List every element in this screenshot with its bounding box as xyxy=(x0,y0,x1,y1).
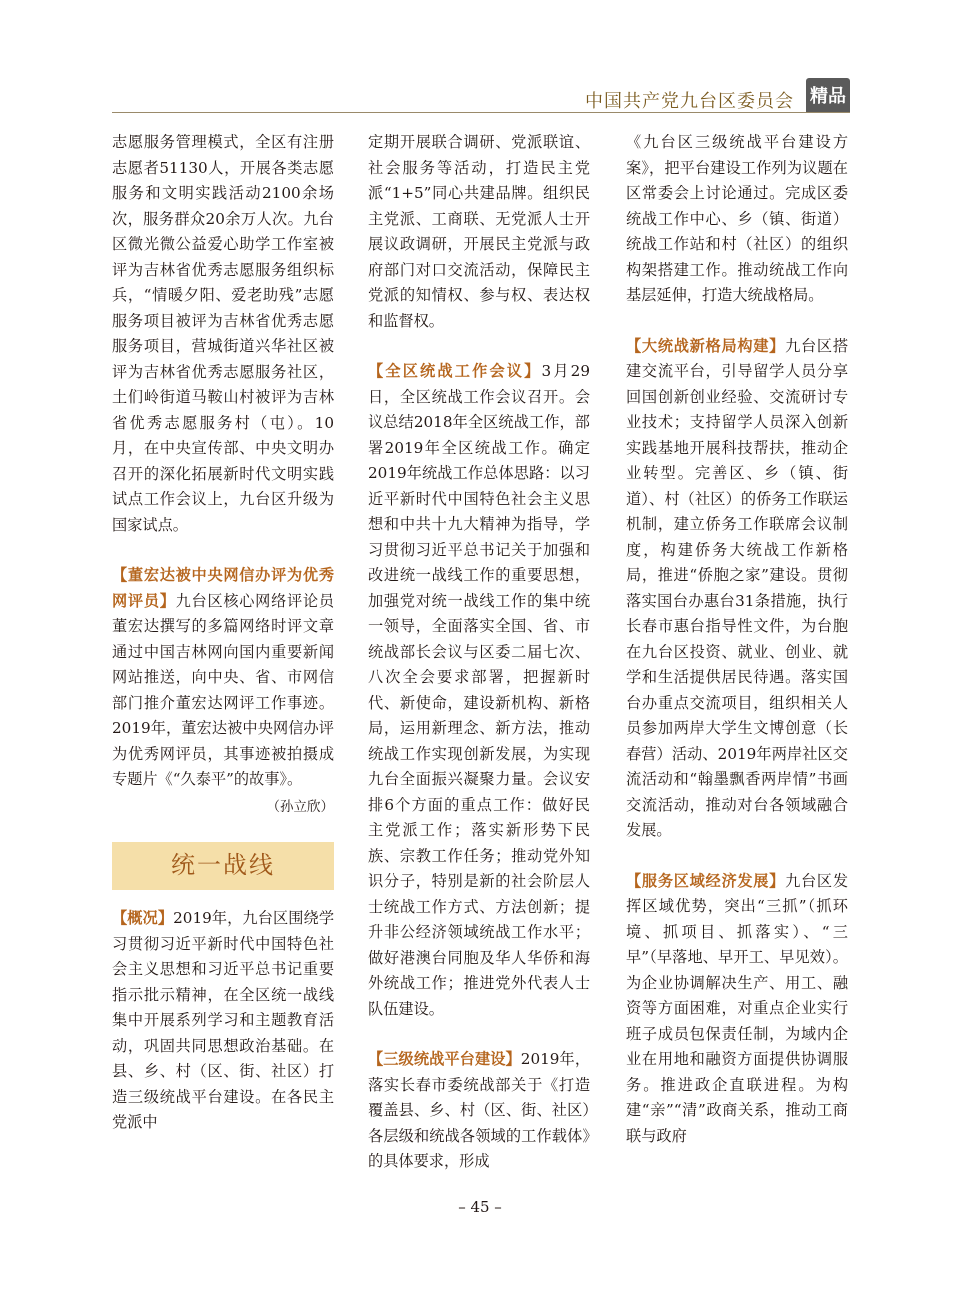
section-title-box xyxy=(112,842,334,890)
column-3 xyxy=(626,130,848,1149)
paragraph-body: 2019年，九台区围绕学习贯彻习近平新时代中国特色社会主义思想和习近平总书记重要指示批示精神，在全区统一战线集中开展系列学习和主题教育活动，巩固共同思想政治基础。在县、乡、村（区、街、社区）打造三级统战平台建设。在各民主党派中 xyxy=(112,909,335,1131)
section-heading: 【全区统战工作会议】 xyxy=(368,362,542,380)
paragraph-body: 2019年，落实长春市委统战部关于《打造覆盖县、乡、村（区、街、社区）各层级和统战各领域的工作载体》的具体要求，形成 xyxy=(368,1050,591,1170)
paragraph xyxy=(626,869,848,1150)
paragraph-body: 九台区发挥区域优势，突出“三抓”（抓环境、抓项目、抓落实）、“三早”（早落地、早开工、早见效）。为企业协调解决生产、用工、融资等方面困难，对重点企业实行班子成员包保责任制，为域内企业在用地和融资方面提供协调服务。推进政企直联进程。为构建“亲”“清”政商关系，推动工商联与政府 xyxy=(626,871,849,1145)
section-heading: 【董宏达被中央网信办评为优秀网评员】 xyxy=(112,566,334,610)
paragraph: 定期开展联合调研、党派联谊、社会服务等活动，打造民主党派“1+5”同心共建品牌。组织民主党派、工商联、无党派人士开展议政调研，开展民主党派与政府部门对口交流活动，保障民主党派的知情权、参与权、表达权和监督权。 xyxy=(368,133,590,330)
page-number: – 45 – xyxy=(458,1198,502,1216)
section-heading: 【大统战新格局构建】 xyxy=(626,336,786,355)
paragraph: 志愿服务管理模式，全区有注册志愿者51130人，开展各类志愿服务和文明实践活动2100余场次，服务群众20余万人次。九台区微光微公益爱心助学工作室被评为吉林省优秀志愿服务组织标兵，“情暖夕阳、爱老助残”志愿服务项目被评为吉林省优秀志愿服务项目，营城街道兴华社区被评为吉林省优秀志愿服务社区，土们岭街道马鞍山村被评为吉林省优秀志愿服务村（屯）。10月，在中央宣传部、中央文明办召开的深化拓展新时代文明实践试点工作会议上，九台区升级为国家试点。 xyxy=(112,133,334,534)
paragraph xyxy=(112,563,334,793)
section-heading: 【服务区域经济发展】 xyxy=(626,871,786,890)
section-heading: 【概况】 xyxy=(112,909,174,927)
paragraph xyxy=(626,334,848,844)
paragraph: 《九台区三级统战平台建设方案》，把平台建设工作列为议题在区常委会上讨论通过。完成区委统战工作中心、乡（镇、街道）统战工作站和村（社区）的组织构架搭建工作。推动统战工作向基层延伸，打造大统战格局。 xyxy=(626,133,848,304)
paragraph-body: 九台区搭建交流平台，引导留学人员分享回国创新创业经验、交流研讨专业技术；支持留学人员深入创新实践基地开展科技帮扶，推动企业转型。完善区、乡（镇、街道）、村（社区）的侨务工作联运机制，建立侨务工作联席会议制度，构建侨务大统战工作新格局，推进“侨胞之家”建设。贯彻落实国台办惠台31条措施，执行长春市惠台指导性文件，为台胞在九台区投资、就业、创业、就学和生活提供居民待遇。落实国台办重点交流项目，组织相关人员参加两岸大学生文博创意（长春营）活动、2019年两岸社区交流活动和“翰墨飘香两岸情”书画交流活动，推动对台各领域融合发展。 xyxy=(626,336,849,839)
section-title: 统一战线 xyxy=(171,851,275,880)
paragraph xyxy=(368,359,590,1022)
paragraph-body: 九台区核心网络评论员董宏达撰写的多篇网络时评文章通过中国吉林网向国内重要新闻网站推送，向中央、省、市网信部门推介董宏达网评工作事迹。2019年，董宏达被中央网信办评为优秀网评员，其事迹被拍摄成专题片《“久泰平”的故事》。 xyxy=(112,591,335,788)
paragraph-body: 3月29日，全区统战工作会议召开。会议总结2018年全区统战工作，部署2019年全区统战工作。确定2019年统战工作总体思路：以习近平新时代中国特色社会主义思想和中共十九大精神为指导，学习贯彻习近平总书记关于加强和改进统一战线工作的重要思想，加强党对统一战线工作的集中统一领导，全面落实全国、省、市统战部长会议与区委二届七次、八次全会要求部署，把握新时代、新使命，建设新机构、新格局，运用新理念、新方法，推动统战工作实现创新发展，为实现九台全面振兴凝聚力量。会议安排6个方面的重点工作：做好民主党派工作；落实新形势下民族、宗教工作任务；推动党外知识分子，特别是新的社会阶层人士统战工作方式、方法创新；提升非公经济领域统战工作水平；做好港澳台同胞及华人华侨和海外统战工作；推进党外代表人士队伍建设。 xyxy=(368,362,590,1018)
paragraph xyxy=(368,1047,590,1175)
header-badge: 精品 xyxy=(806,78,850,112)
column-1 xyxy=(112,130,334,1136)
paragraph xyxy=(112,906,334,1136)
column-2 xyxy=(368,130,590,1175)
header-title: 中国共产党九台区委员会 xyxy=(585,91,794,112)
section-heading: 【三级统战平台建设】 xyxy=(368,1050,521,1068)
author: （孙立欣） xyxy=(266,798,334,815)
